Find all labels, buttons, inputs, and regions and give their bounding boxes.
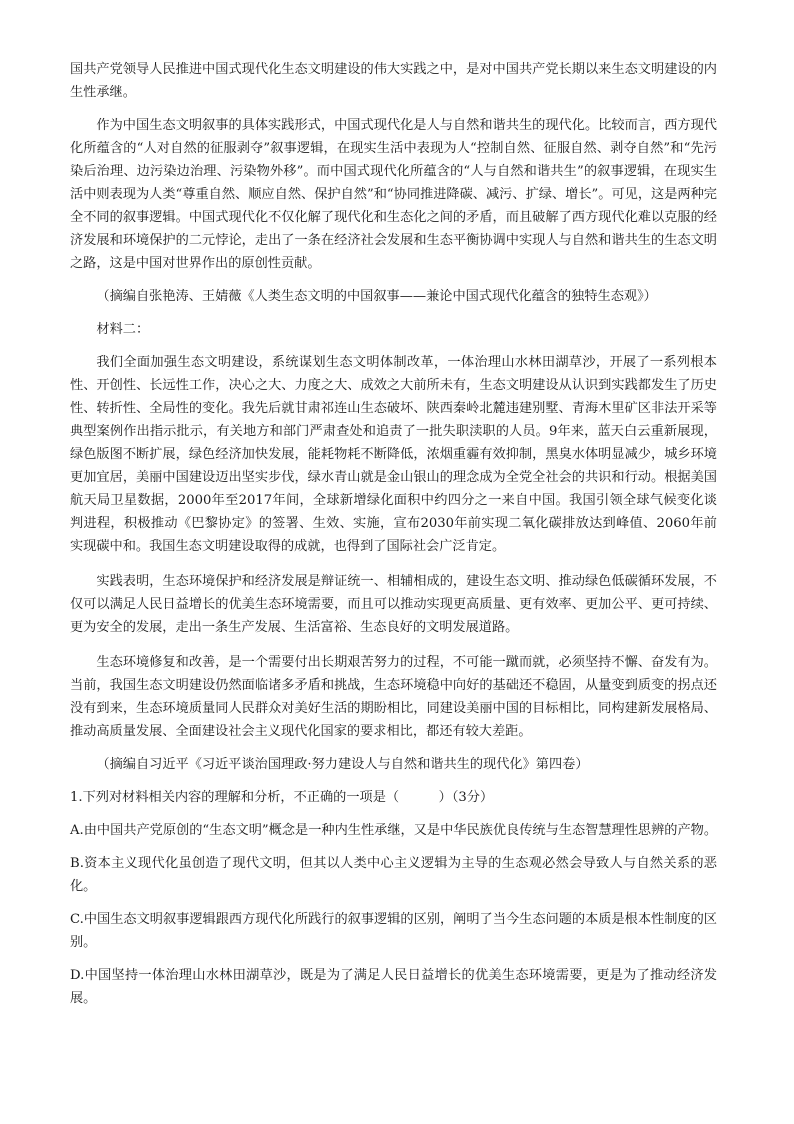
question-1-option-a: A.由中国共产党原创的“生态文明”概念是一种内生性承继，又是中华民族优良传统与生态智慧理性思辨的产物。 xyxy=(70,823,718,838)
question-1-stem: 1.下列对材料相关内容的理解和分析，不正确的一项是（ ）（3分） xyxy=(70,790,494,805)
material1-paragraph-2: 作为中国生态文明叙事的具体实践形式，中国式现代化是人与自然和谐共生的现代化。比较而言，西方现代化所蕴含的“人对自然的征服剥夺”叙事逻辑，在现实生活中表现为人“控制自然、征服自然、剥夺自然”和“先污染后治理、边污染边治理、污染物外移”。而中国式现代化所蕴含的“人与自然和谐共生”的叙事逻辑，在现实生活中则表现为人类“尊重自然、顺应自然、保护自然”和“协同推进降碳、减污、扩绿、增长”。可见，这是两种完全不同的叙事逻辑。中国式现代化不仅化解了现代化和生态化之间的矛盾，而且破解了西方现代化难以克服的经济发展和环境保护的二元悖论，走出了一条在经济社会发展和生态平衡协调中实现人与自然和谐共生的生态文明之路，这是中国对世界作出的原创性贡献。 xyxy=(70,118,717,271)
question-1-option-d: D.中国坚持一体治理山水林田湖草沙，既是为了满足人民日益增长的优美生态环境需要，更是为了推动经济发展。 xyxy=(70,968,717,1006)
material2-paragraph-2: 实践表明，生态环境保护和经济发展是辩证统一、相辅相成的，建设生态文明、推动绿色低碳循环发展，不仅可以满足人民日益增长的优美生态环境需要，而且可以推动实现更高质量、更有效率、更加公平、更可持续、更为安全的发展，走出一条生产发展、生活富裕、生态良好的文明发展道路。 xyxy=(70,574,717,635)
material2-label: 材料二： xyxy=(96,322,150,337)
material1-continued-paragraph: 国共产党领导人民推进中国式现代化生态文明建设的伟大实践之中，是对中国共产党长期以来生态文明建设的内生性承继。 xyxy=(70,62,717,100)
material1-source: （摘编自张艳涛、王婧薇《人类生态文明的中国叙事——兼论中国式现代化蕴含的独特生态观》） xyxy=(96,289,657,304)
question-1-option-c: C.中国生态文明叙事逻辑跟西方现代化所践行的叙事逻辑的区别，阐明了当今生态问题的本质是根本性制度的区别。 xyxy=(70,912,717,950)
material2-source: （摘编自习近平《习近平谈治国理政·努力建设人与自然和谐共生的现代化》第四卷） xyxy=(96,757,589,772)
material2-paragraph-3: 生态环境修复和改善，是一个需要付出长期艰苦努力的过程，不可能一蹴而就，必须坚持不懈、奋发有为。当前，我国生态文明建设仍然面临诸多矛盾和挑战，生态环境稳中向好的基础还不稳固，从量变到质变的拐点还没有到来，生态环境质量同人民群众对美好生活的期盼相比，同建设美丽中国的目标相比，同构建新发展格局、推动高质量发展、全面建设社会主义现代化国家的要求相比，都还有较大差距。 xyxy=(70,655,717,739)
question-1-option-b: B.资本主义现代化虽创造了现代文明，但其以人类中心主义逻辑为主导的生态观必然会导致人与自然关系的恶化。 xyxy=(70,856,717,894)
material2-paragraph-1: 我们全面加强生态文明建设，系统谋划生态文明体制改革，一体治理山水林田湖草沙，开展了一系列根本性、开创性、长远性工作，决心之大、力度之大、成效之大前所未有，生态文明建设从认识到实践都发生了历史性、转折性、全局性的变化。我先后就甘肃祁连山生态破坏、陕西秦岭北麓违建别墅、青海木里矿区非法开采等典型案例作出指示批示，有关地方和部门严肃查处和追责了一批失职渎职的人员。9年来，蓝天白云重新展现，绿色版图不断扩展，绿色经济加快发展，能耗物耗不断降低，浓烟重霾有效抑制，黑臭水体明显减少，城乡环境更加宜居，美丽中国建设迈出坚实步伐，绿水青山就是金山银山的理念成为全党全社会的共识和行动。根据美国航天局卫星数据，2000年至2017年间，全球新增绿化面积中约四分之一来自中国。我国引领全球气候变化谈判进程，积极推动《巴黎协定》的签署、生效、实施，宣布2030年前实现二氧化碳排放达到峰值、2060年前实现碳中和。我国生态文明建设取得的成就，也得到了国际社会广泛肯定。 xyxy=(70,355,717,554)
